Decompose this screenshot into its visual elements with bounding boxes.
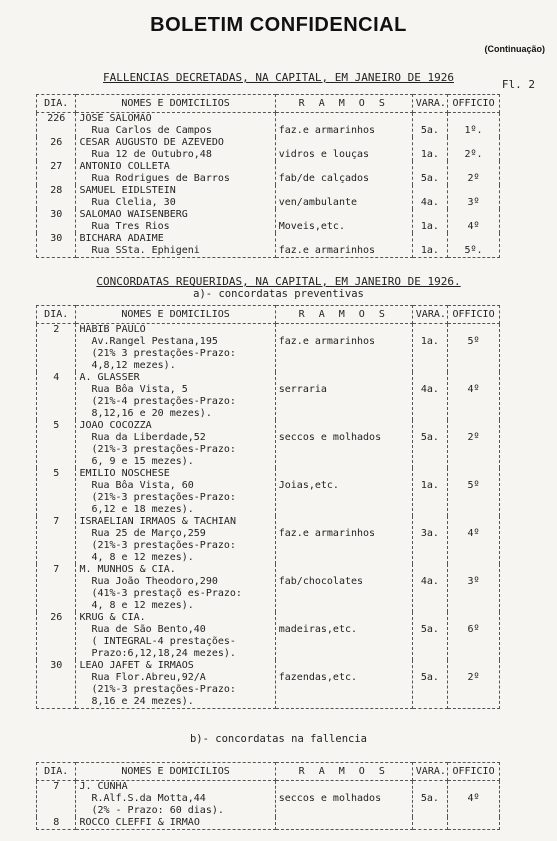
row-ramo: seccos e molhados bbox=[275, 420, 412, 468]
table-row bbox=[37, 233, 500, 258]
row-officio: 2º bbox=[448, 420, 500, 468]
folio-number: Fl. 2 bbox=[501, 78, 535, 91]
row-name: J. CUNHA bbox=[79, 781, 128, 792]
row-address-line: Rua Flor.Abreu,92/A bbox=[91, 672, 206, 683]
row-ramo: seccos e molhados bbox=[275, 781, 412, 818]
row-ramo: serraria bbox=[275, 372, 412, 420]
row-name: BICHARA ADAIME bbox=[79, 233, 164, 244]
row-nome-domicilio bbox=[76, 420, 275, 468]
row-officio: 2º bbox=[448, 161, 500, 185]
row-ramo: fab/chocolates bbox=[275, 564, 412, 612]
row-address-line: Rua da Liberdade,52 bbox=[91, 432, 206, 443]
col-header-officio: OFFICIO bbox=[448, 95, 500, 113]
row-nome-domicilio bbox=[76, 233, 275, 258]
row-nome-domicilio bbox=[76, 564, 275, 612]
row-ramo: fab/de calçados bbox=[275, 161, 412, 185]
row-ramo: ven/ambulante bbox=[275, 185, 412, 209]
row-officio: 6º bbox=[448, 612, 500, 660]
row-vara: 3a. bbox=[412, 516, 447, 564]
row-address-line: (41%-3 prestaçõ es-Prazo: bbox=[91, 588, 242, 599]
section2-subheading: a)- concordatas preventivas bbox=[193, 288, 364, 300]
col-header-nomes: NOMES E DOMICILIOS bbox=[76, 763, 275, 781]
row-dia: 26 bbox=[37, 137, 76, 161]
row-dia: 4 bbox=[37, 372, 76, 420]
row-officio: 2º. bbox=[448, 137, 500, 161]
row-dia: 7 bbox=[37, 781, 76, 818]
row-nome-domicilio bbox=[76, 209, 275, 233]
row-vara: 4a. bbox=[412, 564, 447, 612]
row-address-line: 8,12,16 e 20 mezes). bbox=[91, 408, 212, 419]
row-address-line: ( INTEGRAL-4 prestações- bbox=[91, 636, 236, 647]
row-address-line: (21%-4 prestações-Prazo: bbox=[91, 396, 236, 407]
col-header-ramos: R A M O S bbox=[275, 763, 412, 781]
section1-heading: FALLENCIAS DECRETADAS, NA CAPITAL, EM JANEIRO DE 1926 bbox=[103, 71, 454, 84]
row-ramo: madeiras,etc. bbox=[275, 612, 412, 660]
row-name: HABIB PAULO bbox=[79, 324, 146, 335]
row-vara: 4a. bbox=[412, 372, 447, 420]
row-address-line: Rua Bôa Vista, 5 bbox=[91, 384, 188, 395]
row-name: M. MUNHÓS & CIA. bbox=[79, 564, 176, 575]
row-officio bbox=[448, 817, 500, 830]
fallencias-table bbox=[36, 94, 500, 258]
row-dia: 26 bbox=[37, 612, 76, 660]
row-dia: 2 bbox=[37, 324, 76, 373]
row-address-line: (21% 3 prestações-Prazo: bbox=[91, 348, 236, 359]
row-nome-domicilio bbox=[76, 113, 275, 138]
row-address-line: Rua Carlos de Campos bbox=[91, 125, 212, 136]
row-address-line: (21%-3 prestações-Prazo: bbox=[91, 444, 236, 455]
row-address-line: 4, 8 e 12 mezes). bbox=[91, 552, 194, 563]
row-name: SAMUEL EIDLSTEIN bbox=[79, 185, 176, 196]
row-address-line: (21%-3 prestações-Prazo: bbox=[91, 540, 236, 551]
row-address-line: Rua SSta. Ephigeni bbox=[91, 245, 200, 256]
document-title: BOLETIM CONFIDENCIAL bbox=[150, 14, 407, 36]
row-ramo: faz.e armarinhos bbox=[275, 113, 412, 138]
table-row bbox=[37, 113, 500, 138]
col-header-ramos: R A M O S bbox=[275, 95, 412, 113]
table-row bbox=[37, 817, 500, 830]
col-header-officio: OFFICIO bbox=[448, 306, 500, 324]
row-name: CESAR AUGUSTO DE AZEVEDO bbox=[79, 137, 224, 148]
row-name: JOÃO COCOZZA bbox=[79, 420, 152, 431]
row-ramo: Joias,etc. bbox=[275, 468, 412, 516]
row-officio: 5º. bbox=[448, 233, 500, 258]
row-dia: 5 bbox=[37, 468, 76, 516]
row-address-line: Rua Tres Rios bbox=[91, 221, 170, 232]
row-address-line: Rua João Theodoro,290 bbox=[91, 576, 218, 587]
row-vara: 4a. bbox=[412, 185, 447, 209]
row-name: ANTONIO COLLETA bbox=[79, 161, 170, 172]
col-header-nomes: NOMES E DOMICILIOS bbox=[76, 306, 275, 324]
row-ramo: fazendas,etc. bbox=[275, 660, 412, 709]
row-dia: 30 bbox=[37, 209, 76, 233]
row-nome-domicilio bbox=[76, 612, 275, 660]
row-name: KRUG & CIA. bbox=[79, 612, 146, 623]
row-address-line: (21%-3 prestações-Prazo: bbox=[91, 684, 236, 695]
row-officio: 2º bbox=[448, 660, 500, 709]
row-ramo: Moveis,etc. bbox=[275, 209, 412, 233]
row-address-line: 4, 8 e 12 mezes). bbox=[91, 600, 194, 611]
row-vara: 5a. bbox=[412, 612, 447, 660]
row-address-line: 6, 9 e 15 mezes). bbox=[91, 456, 194, 467]
row-dia: 27 bbox=[37, 161, 76, 185]
row-name: ISRAELIAN IRMÃOS & TACHIAN bbox=[79, 516, 236, 527]
table-row bbox=[37, 781, 500, 818]
row-nome-domicilio bbox=[76, 185, 275, 209]
table-row bbox=[37, 137, 500, 161]
row-officio: 5º bbox=[448, 324, 500, 373]
row-dia: 226 bbox=[37, 113, 76, 138]
table-row bbox=[37, 185, 500, 209]
row-address-line: (2% - Prazo: 60 dias). bbox=[91, 805, 224, 816]
row-name: JOSÉ SALOMÃO bbox=[79, 113, 152, 124]
row-officio: 4º bbox=[448, 372, 500, 420]
row-address-line: Rua 25 de Março,259 bbox=[91, 528, 206, 539]
concordatas-fallencia-table bbox=[36, 762, 500, 830]
table-row bbox=[37, 516, 500, 564]
row-nome-domicilio bbox=[76, 516, 275, 564]
table-row bbox=[37, 612, 500, 660]
col-header-vara: VARA. bbox=[412, 306, 447, 324]
row-vara: 5a. bbox=[412, 781, 447, 818]
table-row bbox=[37, 468, 500, 516]
row-nome-domicilio bbox=[76, 660, 275, 709]
row-vara: 1a. bbox=[412, 324, 447, 373]
row-nome-domicilio bbox=[76, 161, 275, 185]
row-ramo: vidros e louças bbox=[275, 137, 412, 161]
section3-subheading: b)- concordatas na fallencia bbox=[189, 733, 367, 745]
row-dia: 5 bbox=[37, 420, 76, 468]
col-header-dia: DIA. bbox=[37, 95, 76, 113]
col-header-nomes: NOMES E DOMICILIOS bbox=[76, 95, 275, 113]
row-address-line: (21%-3 prestações-Prazo: bbox=[91, 492, 236, 503]
row-nome-domicilio bbox=[76, 817, 275, 830]
row-address-line: Prazo:6,12,18,24 mezes). bbox=[91, 648, 236, 659]
concordatas-preventivas-table bbox=[36, 305, 500, 709]
row-officio: 4º bbox=[448, 209, 500, 233]
row-officio: 4º bbox=[448, 516, 500, 564]
row-ramo: faz.e armarinhos bbox=[275, 233, 412, 258]
row-ramo: faz.e armarinhos bbox=[275, 324, 412, 373]
row-vara: 1a. bbox=[412, 209, 447, 233]
row-ramo: faz.e armarinhos bbox=[275, 516, 412, 564]
row-nome-domicilio bbox=[76, 468, 275, 516]
section2-heading: CONCORDATAS REQUERIDAS, NA CAPITAL, EM JANEIRO DE 1926. bbox=[96, 275, 461, 288]
row-name: ROCCO CLEFFI & IRMÃO bbox=[79, 817, 200, 828]
table-row bbox=[37, 372, 500, 420]
row-vara bbox=[412, 817, 447, 830]
col-header-dia: DIA. bbox=[37, 306, 76, 324]
row-nome-domicilio bbox=[76, 372, 275, 420]
row-officio: 3º bbox=[448, 564, 500, 612]
row-address-line: Rua Clelia, 30 bbox=[91, 197, 176, 208]
row-officio: 4º bbox=[448, 781, 500, 818]
row-vara: 1a. bbox=[412, 137, 447, 161]
row-nome-domicilio bbox=[76, 137, 275, 161]
table-row bbox=[37, 209, 500, 233]
row-address-line: Rua 12 de Outubro,48 bbox=[91, 149, 212, 160]
row-dia: 7 bbox=[37, 516, 76, 564]
row-dia: 8 bbox=[37, 817, 76, 830]
row-vara: 5a. bbox=[412, 113, 447, 138]
row-officio: 1º. bbox=[448, 113, 500, 138]
row-name: LEÃO JAFET & IRMÃOS bbox=[79, 660, 194, 671]
row-ramo bbox=[275, 817, 412, 830]
col-header-vara: VARA. bbox=[412, 763, 447, 781]
row-address-line: 6,12 e 18 mezes). bbox=[91, 504, 194, 515]
row-vara: 1a. bbox=[412, 233, 447, 258]
row-address-line: 8,16 e 24 mezes). bbox=[91, 696, 194, 707]
row-dia: 28 bbox=[37, 185, 76, 209]
row-dia: 7 bbox=[37, 564, 76, 612]
col-header-vara: VARA. bbox=[412, 95, 447, 113]
row-address-line: Rua Rodrigues de Barros bbox=[91, 173, 230, 184]
row-vara: 5a. bbox=[412, 161, 447, 185]
row-vara: 5a. bbox=[412, 660, 447, 709]
row-address-line: Rua de São Bento,40 bbox=[91, 624, 206, 635]
col-header-ramos: R A M O S bbox=[275, 306, 412, 324]
row-nome-domicilio bbox=[76, 781, 275, 818]
row-name: SALOMÃO WAISENBERG bbox=[79, 209, 188, 220]
col-header-dia: DIA. bbox=[37, 763, 76, 781]
table-row bbox=[37, 564, 500, 612]
col-header-officio: OFFICIO bbox=[448, 763, 500, 781]
table-row bbox=[37, 324, 500, 373]
row-vara: 5a. bbox=[412, 420, 447, 468]
row-vara: 1a. bbox=[412, 468, 447, 516]
row-address-line: Rua Bôa Vista, 60 bbox=[91, 480, 194, 491]
row-address-line: 4,8,12 mezes). bbox=[91, 360, 176, 371]
row-nome-domicilio bbox=[76, 324, 275, 373]
table-row bbox=[37, 660, 500, 709]
row-address-line: Av.Rangel Pestana,195 bbox=[91, 336, 218, 347]
continuation-label: (Continuação) bbox=[484, 44, 545, 54]
row-dia: 30 bbox=[37, 660, 76, 709]
row-address-line: R.Alf.S.da Motta,44 bbox=[91, 793, 206, 804]
table-row bbox=[37, 161, 500, 185]
row-dia: 30 bbox=[37, 233, 76, 258]
row-name: A. GLASSER bbox=[79, 372, 140, 383]
row-name: EMILIO NOSCHESE bbox=[79, 468, 170, 479]
row-officio: 5º bbox=[448, 468, 500, 516]
row-officio: 3º bbox=[448, 185, 500, 209]
table-row bbox=[37, 420, 500, 468]
